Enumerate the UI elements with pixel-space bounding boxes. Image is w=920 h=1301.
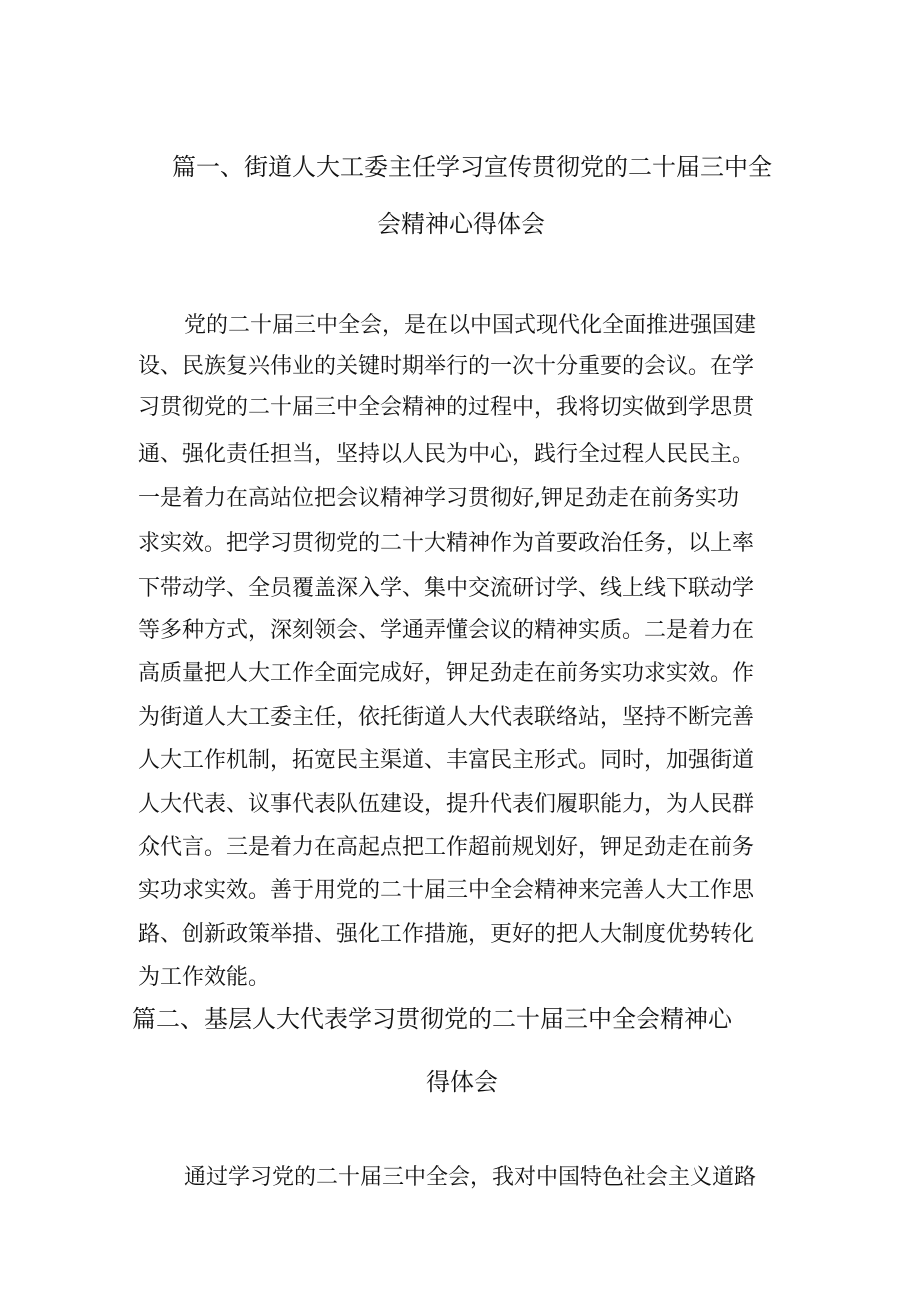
- section2-paragraph-line-1: 通过学习党的二十届三中全会，我对中国特色社会主义道路: [184, 1165, 757, 1190]
- section1-paragraph-line-14: 实功求实效。善于用党的二十届三中全会精神来完善人大工作思: [138, 878, 755, 903]
- section1-paragraph-line-6: 求实效。把学习贯彻党的二十大精神作为首要政治任务，以上率: [138, 531, 755, 556]
- section1-paragraph-line-4: 通、强化责任担当，坚持以人民为中心，践行全过程人民民主。: [138, 442, 755, 467]
- section1-title-line-2: 会精神心得体会: [377, 210, 545, 238]
- section1-paragraph-line-8: 等多种方式，深刻领会、学通弄懂会议的精神实质。二是着力在: [138, 618, 755, 643]
- section1-paragraph-line-5: 一是着力在高站位把会议精神学习贯彻好,钾足劲走在前务实功: [138, 486, 739, 511]
- section1-paragraph-line-16: 为工作效能。: [138, 965, 271, 990]
- section1-paragraph-line-9: 高质量把人大工作全面完成好，钾足劲走在前务实功求实效。作: [138, 661, 755, 686]
- section1-paragraph-line-10: 为街道人大工委主任，依托街道人大代表联络站，坚持不断完善: [138, 705, 755, 730]
- section2-title-line-1: 篇二、基层人大代表学习贯彻党的二十届三中全会精神心: [132, 1005, 732, 1033]
- section1-paragraph-line-2: 设、民族复兴伟业的关键时期举行的一次十分重要的会议。在学: [138, 354, 755, 379]
- section2-title-line-2: 得体会: [426, 1068, 498, 1096]
- section1-title-line-1: 篇一、街道人大工委主任学习宣传贯彻党的二十届三中全: [172, 153, 772, 181]
- section1-paragraph-line-7: 下带动学、全员覆盖深入学、集中交流研讨学、线上线下联动学: [138, 576, 755, 601]
- section1-paragraph-line-15: 路、创新政策举措、强化工作措施，更好的把人大制度优势转化: [138, 922, 755, 947]
- section1-paragraph-line-11: 人大工作机制，拓宽民主渠道、丰富民主形式。同时，加强街道: [138, 748, 755, 773]
- section1-paragraph-line-1: 党的二十届三中全会，是在以中国式现代化全面推进强国建: [184, 313, 757, 338]
- section1-paragraph-line-13: 众代言。三是着力在高起点把工作超前规划好，钾足劲走在前务: [138, 835, 755, 860]
- section1-paragraph-line-12: 人大代表、议事代表队伍建设，提升代表们履职能力，为人民群: [138, 792, 755, 817]
- section1-paragraph-line-3: 习贯彻党的二十届三中全会精神的过程中，我将切实做到学思贯: [138, 395, 755, 420]
